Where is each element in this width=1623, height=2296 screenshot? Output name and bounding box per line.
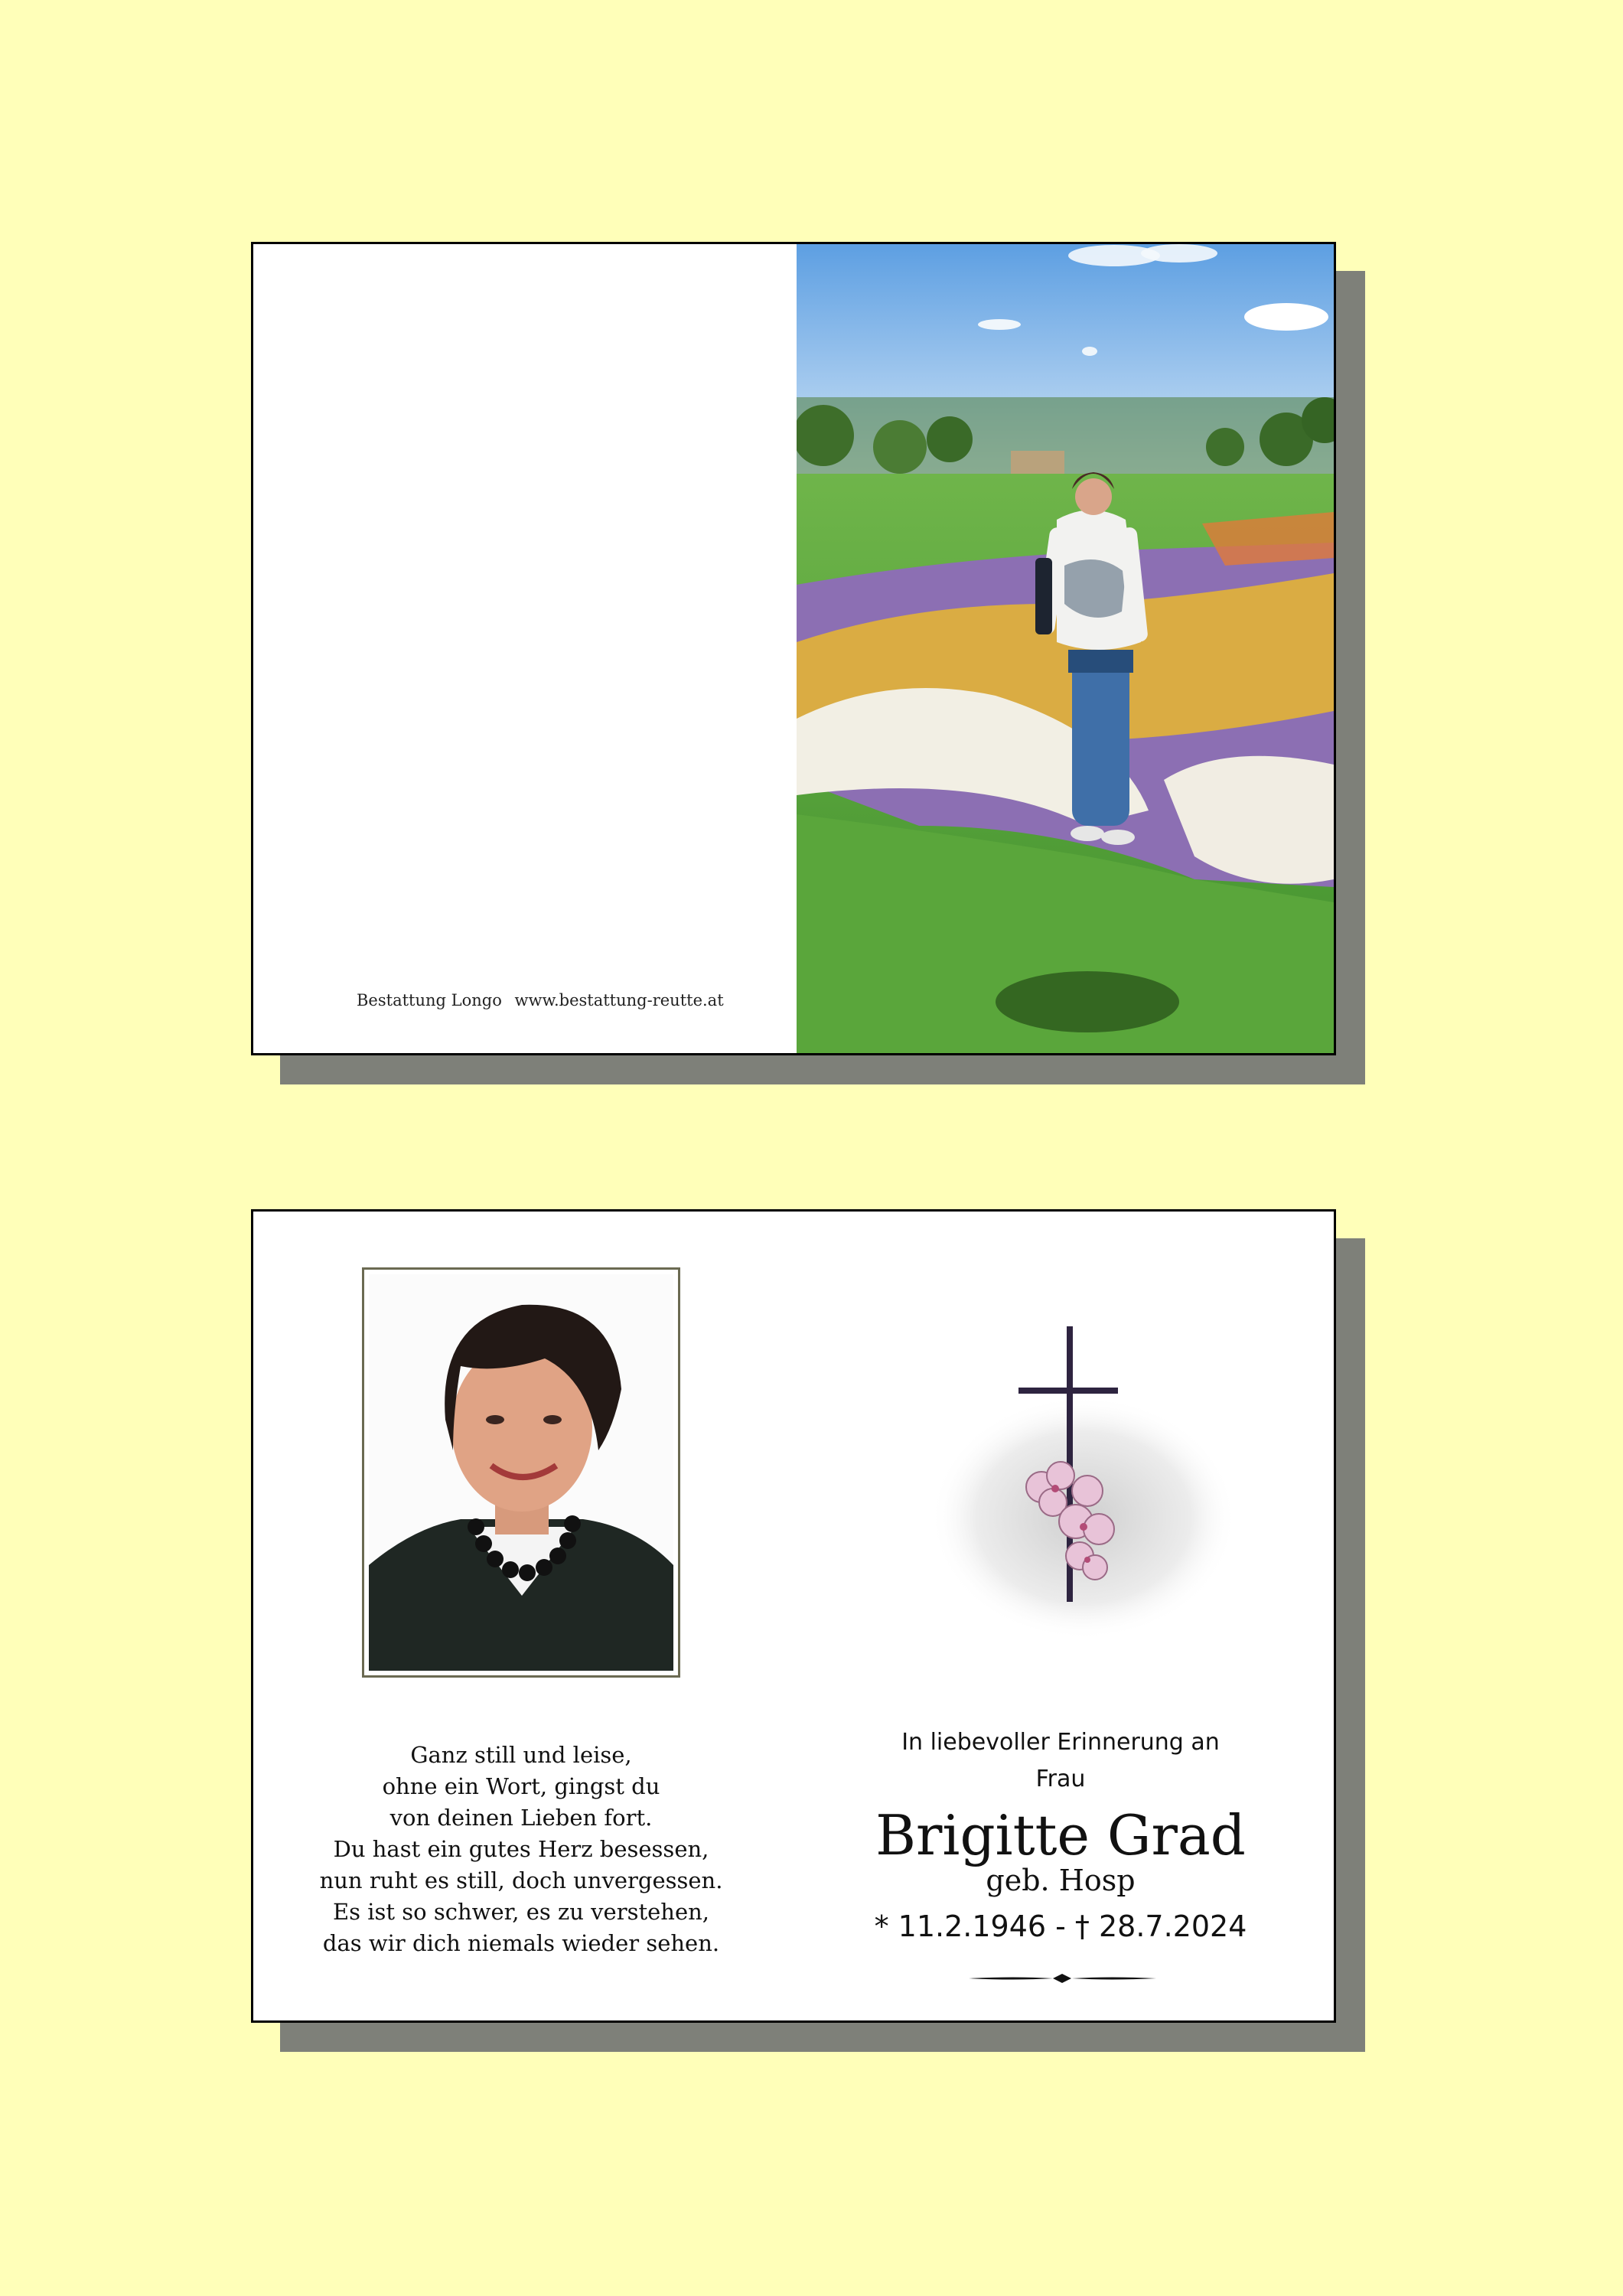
cover-card-face — [251, 242, 1336, 1055]
poem-line: Ganz still und leise, — [410, 1742, 632, 1768]
cross-with-flowers-icon — [927, 1326, 1240, 1648]
portrait-illustration — [369, 1274, 673, 1671]
cover-card — [251, 242, 1336, 1055]
poem-line: ohne ein Wort, gingst du — [382, 1773, 660, 1799]
intro-line: In liebevoller Erinnerung an — [901, 1729, 1220, 1756]
portrait-photo — [362, 1267, 680, 1678]
ornamental-divider-icon — [969, 1972, 1156, 1985]
inside-card — [251, 1209, 1336, 2023]
garden-portrait-photo — [797, 244, 1334, 1053]
funeral-home-imprint — [357, 991, 724, 1009]
funeral-home-name: Bestattung Longo — [357, 991, 502, 1009]
life-dates: * 11.2.1946 - † 28.7.2024 — [874, 1910, 1247, 1943]
inside-card-face — [251, 1209, 1336, 2023]
maiden-name: geb. Hosp — [986, 1864, 1136, 1897]
cover-left-page — [253, 244, 794, 1053]
funeral-home-website: www.bestattung-reutte.at — [514, 991, 724, 1009]
poem-line: Du hast ein gutes Herz besessen, — [333, 1836, 709, 1862]
poem-line: das wir dich niemals wieder sehen. — [322, 1930, 720, 1956]
poem-line: nun ruht es still, doch unvergessen. — [319, 1867, 723, 1893]
memorial-poem — [299, 1740, 743, 1959]
poem-line: Es ist so schwer, es zu verstehen, — [332, 1899, 710, 1925]
remembrance-text — [858, 1724, 1263, 1945]
deceased-name: Brigitte Grad — [875, 1803, 1246, 1867]
salutation: Frau — [1035, 1766, 1086, 1792]
poem-line: von deinen Lieben fort. — [389, 1805, 653, 1831]
garden-photo-illustration — [797, 244, 1334, 1053]
